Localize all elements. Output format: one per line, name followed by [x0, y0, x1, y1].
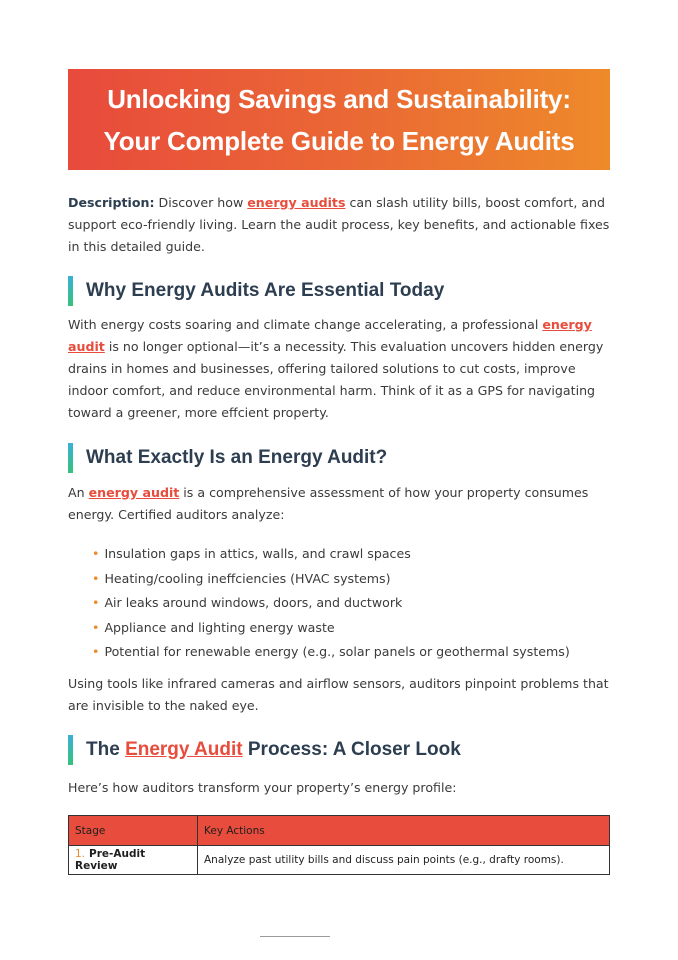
- description-post: can slash utility bills, boost comfort, and support eco-friendly living. Learn the audit process, key benefits, and actionable fixes in this detailed guide.: [68, 195, 610, 254]
- table-header-row: [69, 816, 610, 846]
- why-pre: With energy costs soaring and climate change accelerating, a professional: [68, 317, 543, 332]
- bullet-dot-icon: •: [92, 595, 100, 611]
- title-line-2: Your Complete Guide to Energy Audits: [103, 126, 575, 156]
- list-item: • Appliance and lighting energy waste: [92, 619, 335, 635]
- energy-audit-heading-link[interactable]: Energy Audit: [125, 739, 243, 760]
- footer-divider: [260, 936, 330, 937]
- description-pre: Discover how: [154, 195, 248, 210]
- list-item: • Heating/cooling ineffciencies (HVAC systems): [92, 570, 391, 586]
- accent-bar-icon: [68, 276, 73, 306]
- action-cell: Analyze past utility bills and discuss pain points (e.g., drafty rooms).: [198, 846, 610, 875]
- section-heading-why-text: Why Energy Audits Are Essential Today: [86, 280, 445, 301]
- column-header-stage: Stage: [69, 816, 198, 846]
- stage-name: Pre-Audit Review: [75, 848, 146, 872]
- why-paragraph: [68, 314, 610, 424]
- column-header-key-actions: Key Actions: [198, 816, 610, 846]
- table-row: [69, 846, 610, 875]
- title-line-1: Unlocking Savings and Sustainability:: [107, 84, 571, 114]
- section-heading-what-text: What Exactly Is an Energy Audit?: [86, 447, 388, 468]
- tools-paragraph: Using tools like infrared cameras and airflow sensors, auditors pinpoint problems that are invisible to the naked eye.: [68, 676, 609, 713]
- section-heading-process-text: The Energy Audit Process: A Closer Look: [86, 739, 461, 760]
- section-heading-what: [68, 443, 387, 473]
- section-heading-why: [68, 276, 444, 306]
- accent-bar-icon: [68, 735, 73, 765]
- process-intro: Here’s how auditors transform your property’s energy profile:: [68, 780, 457, 795]
- bullet-dot-icon: •: [92, 619, 100, 635]
- bullet-dot-icon: •: [92, 570, 100, 586]
- energy-audit-link-2[interactable]: energy audit: [88, 485, 180, 500]
- description-paragraph: [68, 192, 610, 258]
- list-item: • Air leaks around windows, doors, and ductwork: [92, 595, 403, 611]
- energy-audits-link[interactable]: energy audits: [247, 195, 346, 210]
- section-heading-process: [68, 735, 461, 765]
- energy-audit-link-1[interactable]: energy audit: [68, 317, 592, 354]
- list-item: • Potential for renewable energy (e.g., solar panels or geothermal systems): [92, 644, 570, 660]
- audit-checklist: [92, 542, 570, 665]
- what-pre: An: [68, 485, 89, 500]
- description-label: Description:: [68, 195, 155, 210]
- list-item: • Insulation gaps in attics, walls, and crawl spaces: [92, 546, 411, 561]
- stage-number: 1.: [75, 848, 86, 860]
- bullet-dot-icon: •: [92, 546, 100, 561]
- what-paragraph: [68, 482, 610, 526]
- what-post: is a comprehensive assessment of how your property consumes energy. Certified auditors analyze:: [68, 485, 589, 522]
- title-banner: [68, 69, 610, 170]
- process-table: [68, 815, 610, 875]
- accent-bar-icon: [68, 443, 73, 473]
- stage-cell: [69, 846, 198, 875]
- bullet-dot-icon: •: [92, 644, 100, 660]
- why-post: is no longer optional—it’s a necessity. This evaluation uncovers hidden energy drains in homes and businesses, offering tailored solutions to cut costs, improve indoor comfort, and reduce environmental harm. Think of it as a GPS for navigating toward a greener, more effcient property.: [68, 339, 604, 420]
